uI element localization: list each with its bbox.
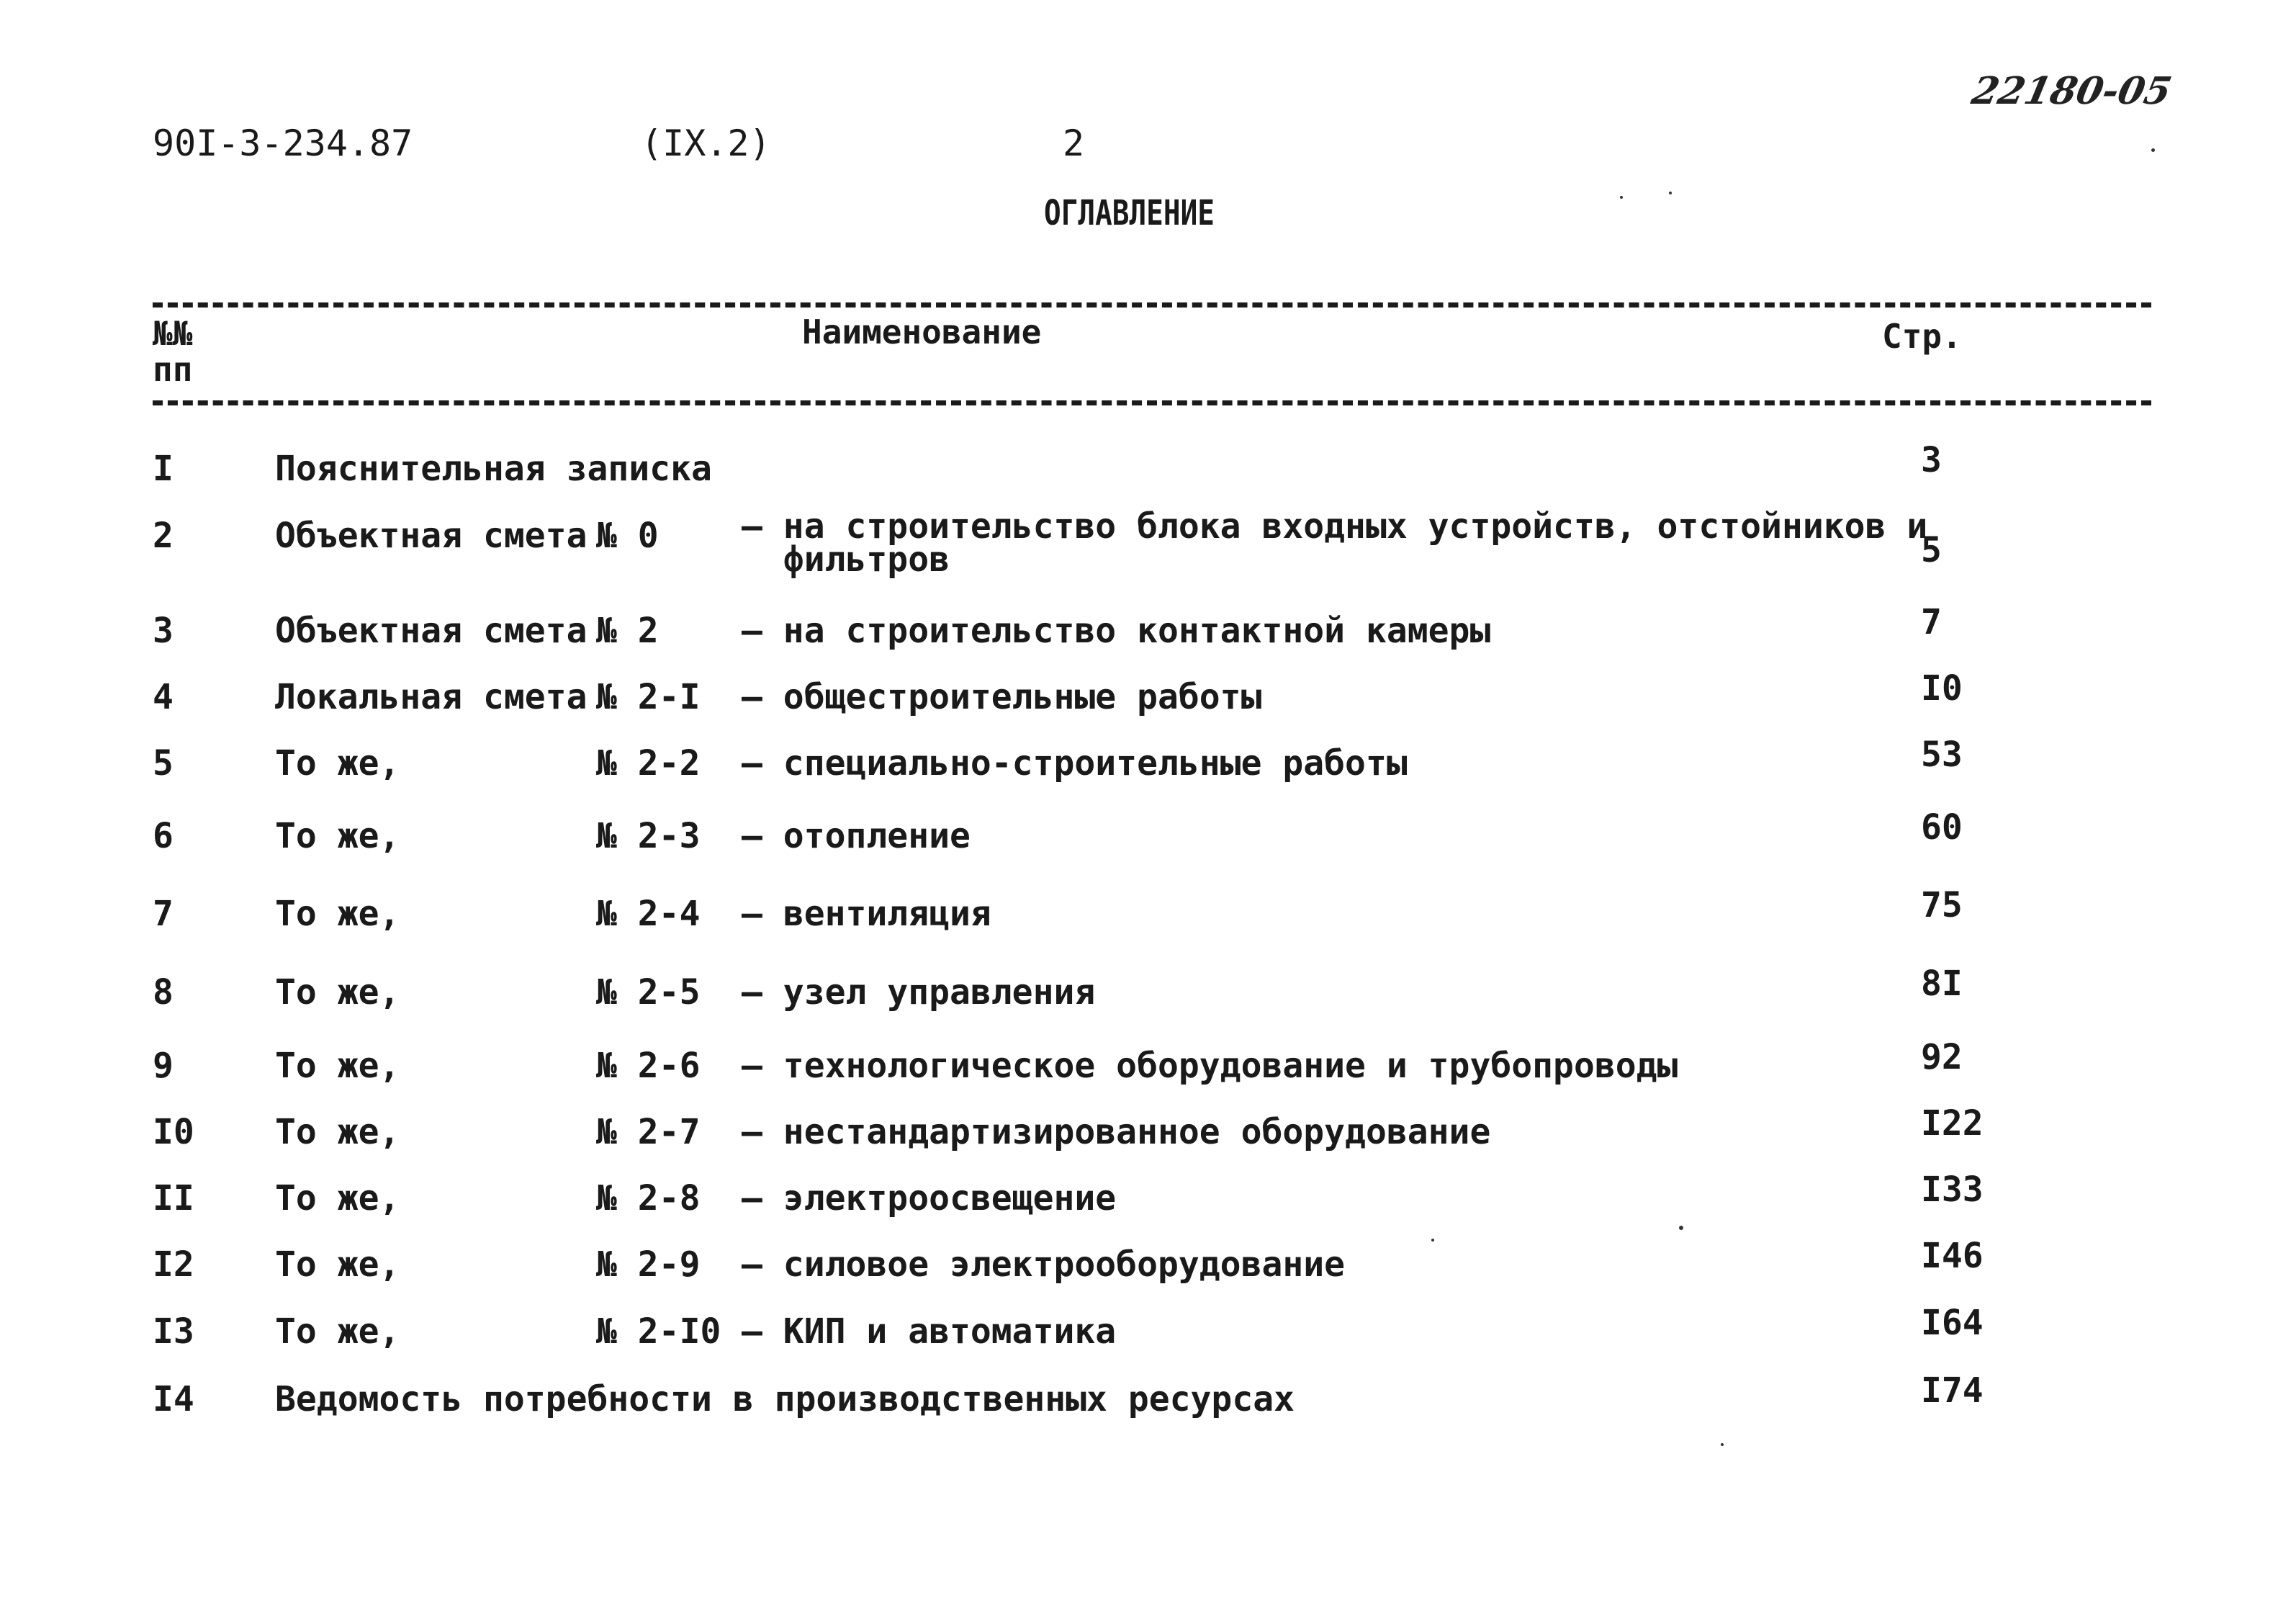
row-number: 2 <box>153 516 174 556</box>
row-description: – специально-строительные работы <box>742 743 1408 784</box>
row-number: I4 <box>153 1379 194 1419</box>
row-title: Локальная смета <box>275 677 587 717</box>
row-description: – КИП и автоматика <box>742 1311 1117 1352</box>
row-title: Пояснительная записка <box>275 449 712 489</box>
toc-row <box>0 1303 2296 1363</box>
row-title: Объектная смета <box>275 516 587 556</box>
row-title: То же, <box>275 972 400 1013</box>
row-code: № 2-I0 <box>596 1311 721 1352</box>
row-page: 75 <box>1921 885 1963 925</box>
row-description: – отопление <box>742 816 971 856</box>
row-page: 60 <box>1921 807 1963 848</box>
row-code: № 2-2 <box>596 743 701 784</box>
toc-row <box>0 1370 2296 1431</box>
row-page: 3 <box>1921 440 1942 480</box>
row-code: № 0 <box>596 516 659 556</box>
row-title: То же, <box>275 894 400 934</box>
row-number: II <box>153 1178 194 1218</box>
scan-speck <box>1620 196 1623 199</box>
column-header-number: №№ пп <box>153 314 193 389</box>
row-title: То же, <box>275 743 400 784</box>
row-number: 9 <box>153 1046 174 1086</box>
row-description: – электроосвещение <box>742 1178 1117 1218</box>
scan-speck <box>1669 192 1672 194</box>
row-code: № 2-4 <box>596 894 701 934</box>
row-number: 6 <box>153 816 174 856</box>
row-page: 5 <box>1921 530 1942 570</box>
row-code: № 2-8 <box>596 1178 701 1218</box>
toc-row <box>0 1236 2296 1296</box>
row-code: № 2-5 <box>596 972 701 1013</box>
row-number: I2 <box>153 1244 194 1285</box>
row-code: № 2-9 <box>596 1244 701 1285</box>
row-title: Ведомость потребности в производственных ресурсах <box>275 1379 1295 1419</box>
row-description: – нестандартизированное оборудование <box>742 1112 1491 1152</box>
row-description: – общестроительные работы <box>742 677 1262 717</box>
scan-speck <box>2151 148 2155 152</box>
scan-speck <box>1721 1443 1724 1446</box>
row-page: 7 <box>1921 602 1942 642</box>
column-header-name: Наименование <box>802 313 1042 351</box>
row-title: То же, <box>275 1112 400 1152</box>
toc-row <box>0 885 2296 946</box>
row-number: 3 <box>153 611 174 651</box>
row-number: I3 <box>153 1311 194 1352</box>
row-title: То же, <box>275 1046 400 1086</box>
row-description: – узел управления <box>742 972 1096 1013</box>
row-number: I0 <box>153 1112 194 1152</box>
row-page: I46 <box>1921 1236 1984 1276</box>
toc-row <box>0 506 2296 580</box>
row-description: – на строительство контактной камеры <box>742 611 1491 651</box>
row-description: – на строительство блока входных устройств, отстойников и фильтров <box>742 506 1928 580</box>
toc-row <box>0 737 2296 795</box>
scan-speck <box>1431 1239 1434 1242</box>
toc-row <box>0 807 2296 868</box>
row-page: I33 <box>1921 1170 1984 1210</box>
row-code: № 2 <box>596 611 659 651</box>
row-title: Объектная смета <box>275 611 587 651</box>
row-code: № 2-3 <box>596 816 701 856</box>
row-title: То же, <box>275 1311 400 1352</box>
row-page: I74 <box>1921 1370 1984 1411</box>
column-header-page: Стр. <box>1882 317 1962 356</box>
row-code: № 2-6 <box>596 1046 701 1086</box>
document-code: 90I-3-234.87 <box>153 122 413 164</box>
row-title: То же, <box>275 1244 400 1285</box>
toc-row <box>0 966 2296 1024</box>
row-page: 92 <box>1921 1037 1963 1077</box>
row-number: 4 <box>153 677 174 717</box>
toc-row <box>0 1103 2296 1164</box>
toc-row <box>0 602 2296 663</box>
row-description: – технологическое оборудование и трубопроводы <box>742 1046 1678 1086</box>
row-page: I0 <box>1921 668 1963 709</box>
toc-row <box>0 1172 2296 1230</box>
toc-row <box>0 1037 2296 1097</box>
header-bottom-divider <box>153 400 2151 405</box>
row-page: I64 <box>1921 1303 1984 1343</box>
section-code: (IX.2) <box>641 122 771 164</box>
row-page: I22 <box>1921 1103 1984 1144</box>
row-description: – вентиляция <box>742 894 991 934</box>
row-number: 5 <box>153 743 174 784</box>
row-number: 7 <box>153 894 174 934</box>
toc-row <box>0 440 2296 500</box>
row-title: То же, <box>275 816 400 856</box>
header-top-divider <box>153 302 2151 308</box>
page-number: 2 <box>1063 122 1085 164</box>
row-description: – силовое электрооборудование <box>742 1244 1346 1285</box>
row-code: № 2-7 <box>596 1112 701 1152</box>
row-number: 8 <box>153 972 174 1013</box>
handwritten-archive-code: 22180-05 <box>1968 69 2176 113</box>
row-number: I <box>153 449 174 489</box>
row-title: То же, <box>275 1178 400 1218</box>
row-code: № 2-I <box>596 677 701 717</box>
row-page: 53 <box>1921 735 1963 775</box>
row-page: 8I <box>1921 964 1963 1004</box>
scan-speck <box>1679 1226 1683 1230</box>
toc-row <box>0 668 2296 729</box>
page-title: ОГЛАВЛЕНИЕ <box>1044 193 1215 233</box>
